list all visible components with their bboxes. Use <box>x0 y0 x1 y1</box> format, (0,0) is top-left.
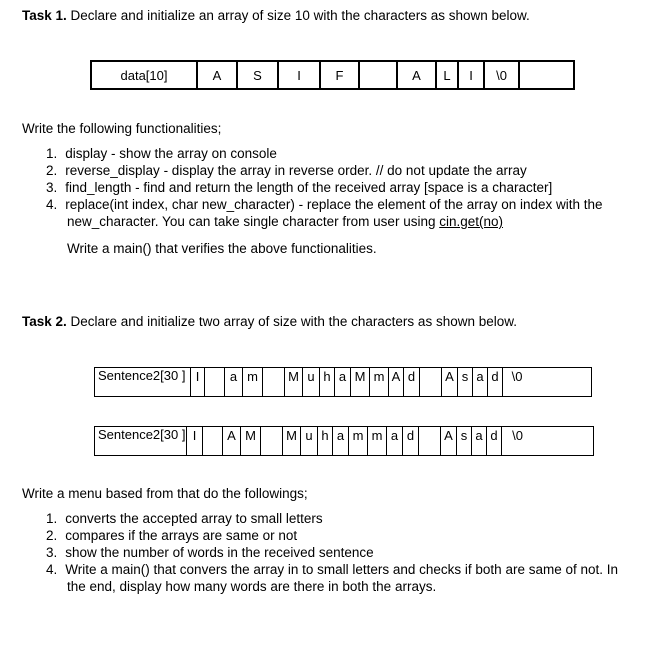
list-item <box>46 146 277 161</box>
array-name-cell: data[10] <box>92 62 198 88</box>
array-cell <box>261 427 283 455</box>
task1-intro: Write the following functionalities; <box>22 121 222 136</box>
array-cell: d <box>487 427 502 455</box>
cin-get-link[interactable]: cin.get(no) <box>439 214 504 229</box>
list-number: 1. <box>46 146 58 161</box>
array-cell: M <box>285 368 303 396</box>
list-item <box>46 511 323 526</box>
array-cell: h <box>318 427 333 455</box>
array-cell: A <box>223 427 241 455</box>
list-item <box>46 163 527 178</box>
array-cell: d <box>488 368 503 396</box>
list-number: 2. <box>46 163 58 178</box>
list-text: Write a main() that convers the array in to small letters and checks if both are same of not. In <box>65 562 619 577</box>
task2-heading <box>22 314 517 329</box>
array-cell <box>419 427 441 455</box>
array-cell: M <box>241 427 261 455</box>
array-cell: M <box>351 368 370 396</box>
array-cell: A <box>442 368 458 396</box>
array-cell <box>420 368 442 396</box>
sentence-array-1 <box>94 367 592 397</box>
array-cell <box>203 427 223 455</box>
list-item-continuation: the end, display how many words are there in both the arrays. <box>67 579 437 594</box>
list-item <box>46 528 297 543</box>
array-cell: L <box>437 62 459 88</box>
array-cell: I <box>191 368 205 396</box>
array-cell: s <box>457 427 472 455</box>
list-text: reverse_display - display the array in reverse order. // do not update the array <box>65 163 527 178</box>
array-cell: a <box>473 368 488 396</box>
list-text: new_character. You can take single character from user using <box>67 214 440 229</box>
task1-label: Task 1. <box>22 8 67 23</box>
list-item <box>46 180 552 195</box>
array-cell: \0 <box>485 62 520 88</box>
task1-main-line: Write a main() that verifies the above functionalities. <box>67 241 377 256</box>
array-cell: M <box>283 427 301 455</box>
list-number: 3. <box>46 180 58 195</box>
task2-heading-text: Declare and initialize two array of size with the characters as shown below. <box>66 314 517 329</box>
list-number: 3. <box>46 545 58 560</box>
array-cell: a <box>472 427 487 455</box>
list-text: find_length - find and return the length of the received array [space is a character] <box>65 180 553 195</box>
array-cell: a <box>333 427 349 455</box>
array-name-cell: Sentence2[30 ] <box>95 368 191 396</box>
list-item <box>46 545 374 560</box>
array-cell: m <box>368 427 387 455</box>
list-text: compares if the arrays are same or not <box>65 528 298 543</box>
array-cell: I <box>187 427 203 455</box>
task2-label: Task 2. <box>22 314 67 329</box>
array-name-cell: Sentence2[30 ] <box>95 427 187 455</box>
array-cell: I <box>459 62 485 88</box>
task2-intro: Write a menu based from that do the followings; <box>22 486 308 501</box>
data-array <box>90 60 575 90</box>
array-cell: S <box>238 62 279 88</box>
array-cell: m <box>370 368 389 396</box>
array-cell <box>520 62 573 88</box>
list-text: show the number of words in the received sentence <box>65 545 374 560</box>
array-cell <box>205 368 225 396</box>
array-cell: m <box>243 368 263 396</box>
array-cell: h <box>320 368 335 396</box>
sentence-array-2 <box>94 426 594 456</box>
list-number: 1. <box>46 511 58 526</box>
list-text: converts the accepted array to small letters <box>65 511 323 526</box>
array-cell: A <box>389 368 404 396</box>
array-cell: F <box>321 62 360 88</box>
task1-heading <box>22 8 530 23</box>
array-cell: \0 <box>511 369 523 384</box>
array-cell: m <box>349 427 368 455</box>
list-number: 2. <box>46 528 58 543</box>
array-cell: I <box>279 62 321 88</box>
array-cell <box>360 62 398 88</box>
list-item <box>46 197 603 212</box>
array-cell: a <box>387 427 403 455</box>
list-text: display - show the array on console <box>65 146 277 161</box>
array-cell: u <box>303 368 320 396</box>
list-text: replace(int index, char new_character) - replace the element of the array on index with the <box>65 197 603 212</box>
list-item <box>46 562 618 577</box>
list-number: 4. <box>46 197 58 212</box>
array-cell: u <box>301 427 318 455</box>
task1-heading-text: Declare and initialize an array of size 10 with the characters as shown below. <box>66 8 530 23</box>
list-number: 4. <box>46 562 58 577</box>
array-cell: s <box>458 368 473 396</box>
array-cell: A <box>441 427 457 455</box>
array-cell: d <box>404 368 420 396</box>
array-cell: A <box>198 62 238 88</box>
array-cell: a <box>335 368 351 396</box>
array-cell: \0 <box>512 428 523 443</box>
array-cell: A <box>398 62 437 88</box>
array-cell: a <box>225 368 243 396</box>
array-cell: d <box>403 427 419 455</box>
array-cell <box>263 368 285 396</box>
list-item-continuation <box>67 214 503 229</box>
